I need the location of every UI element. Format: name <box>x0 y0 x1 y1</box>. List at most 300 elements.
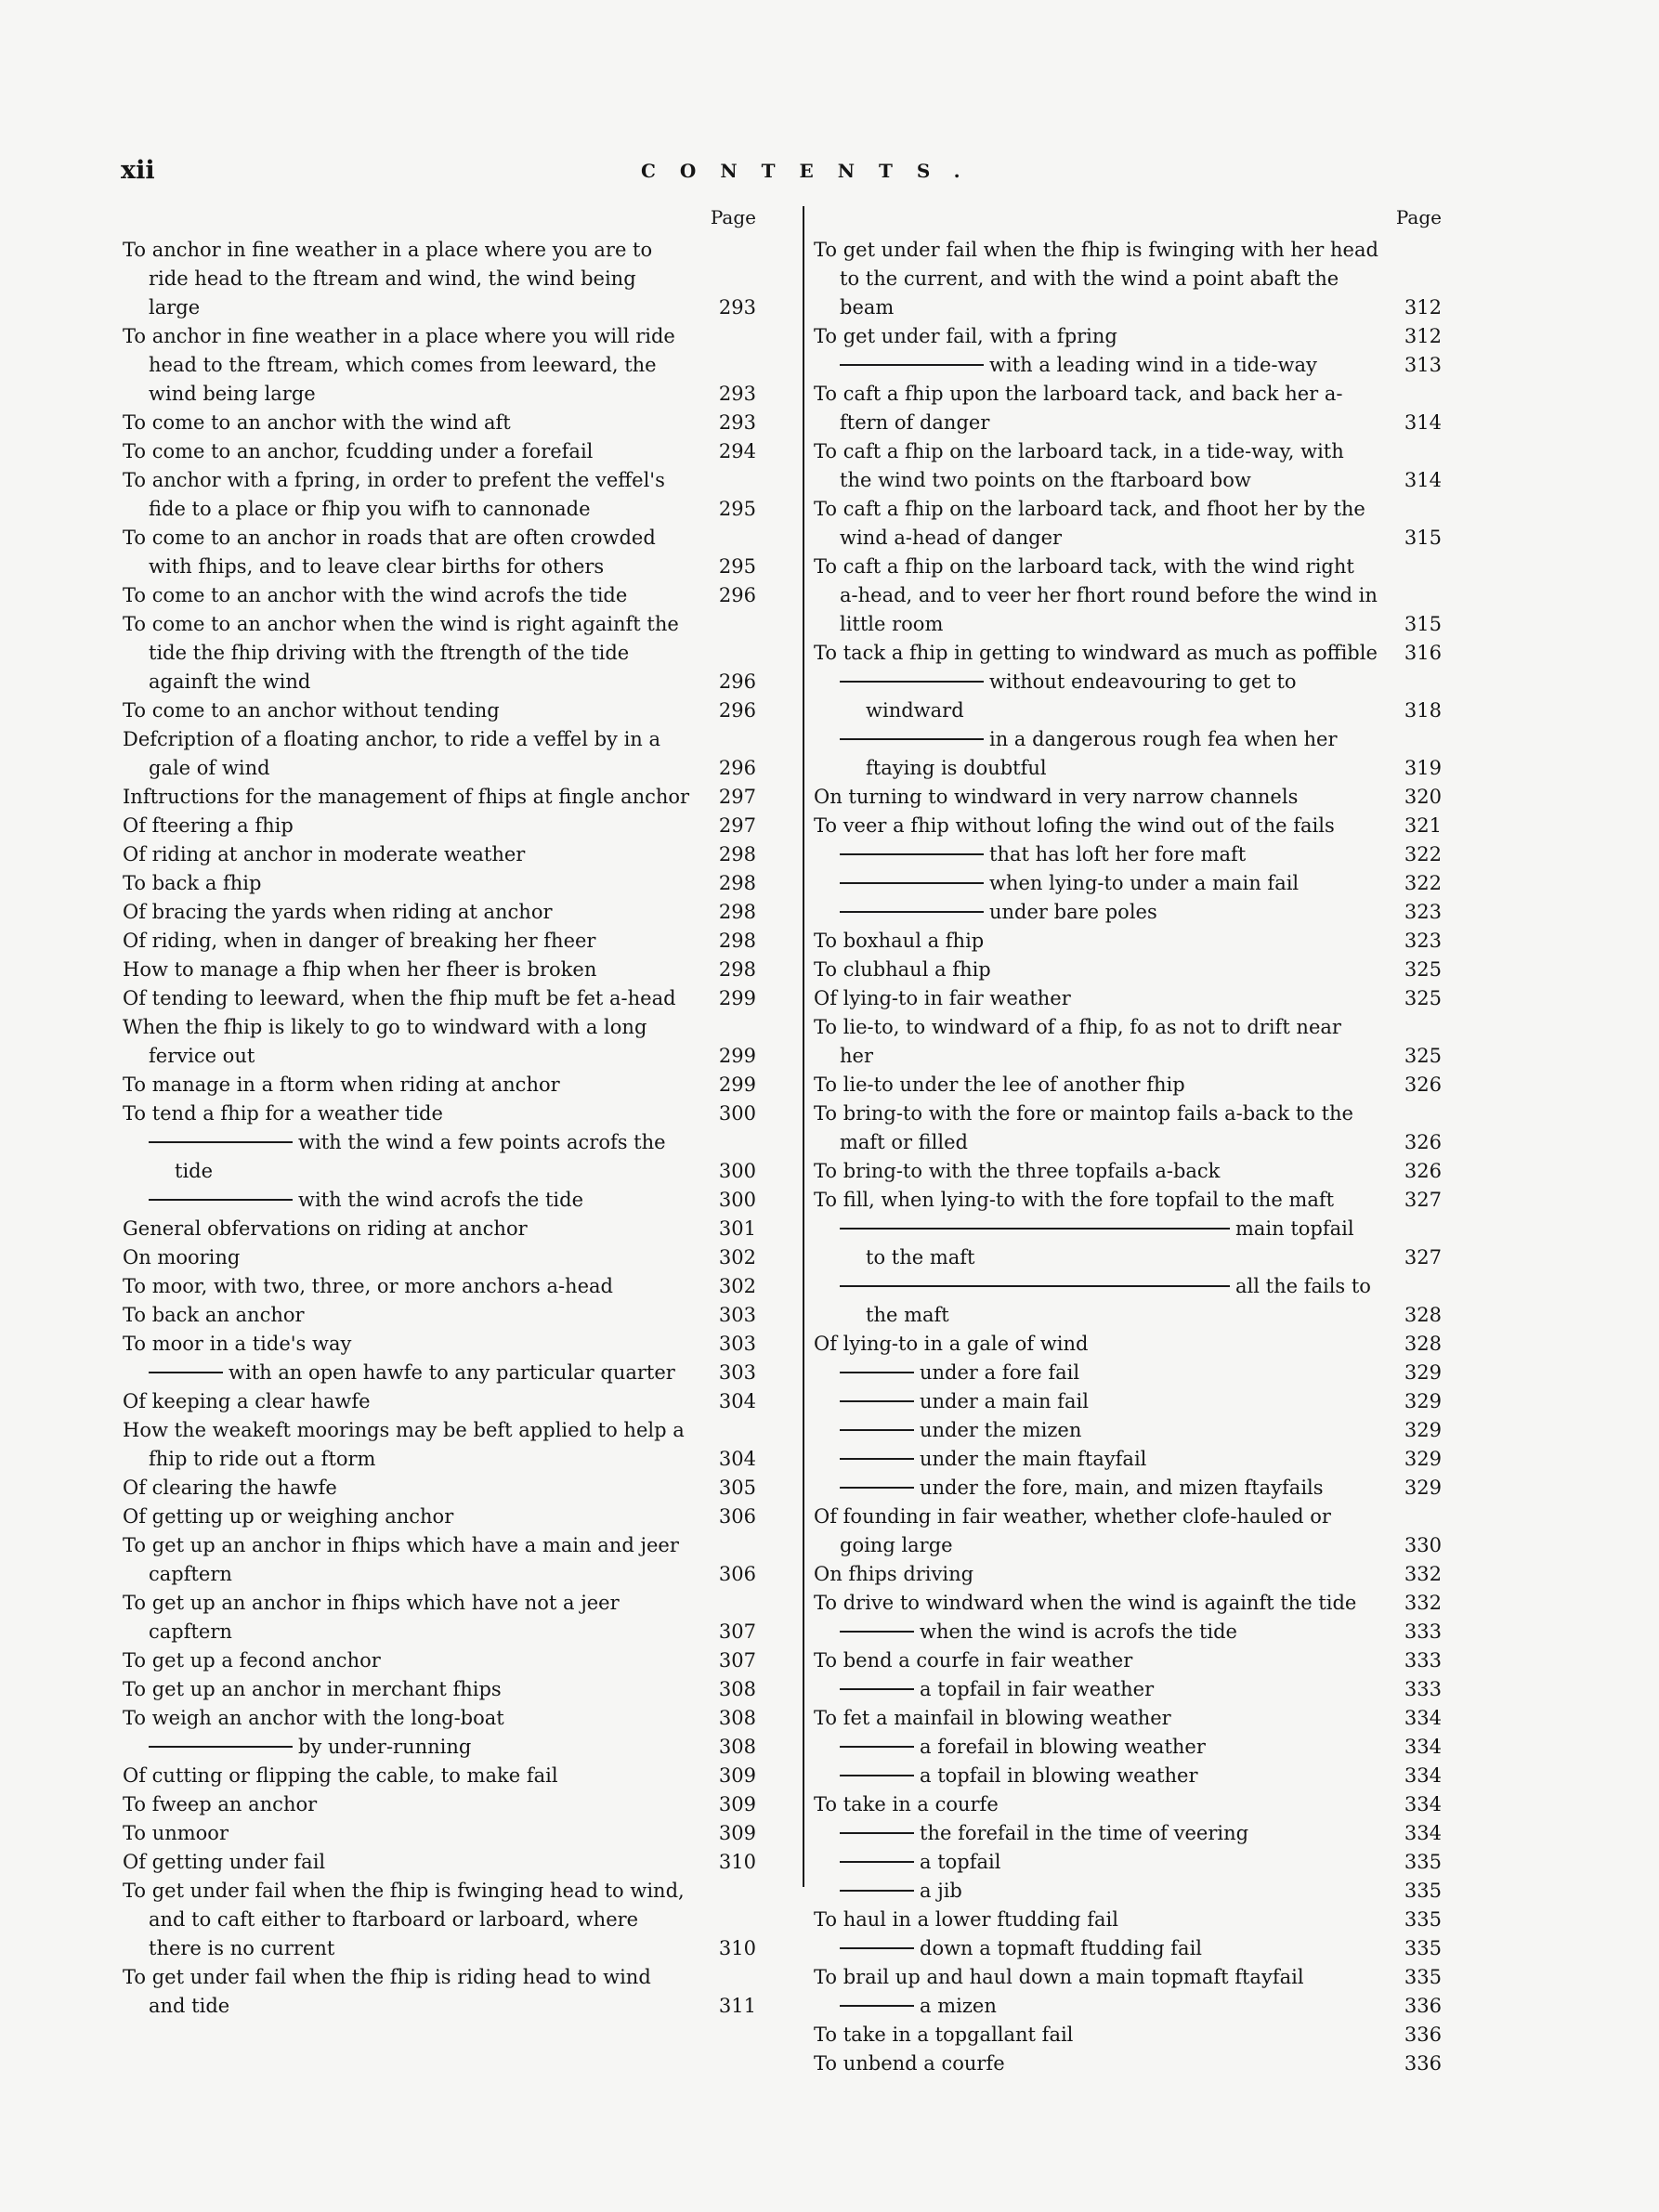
entry-title <box>814 1071 1442 1099</box>
ditto-rule <box>840 1746 914 1748</box>
entry-title <box>814 639 1442 668</box>
toc-entry <box>814 725 1442 783</box>
toc-entry <box>814 1560 1442 1589</box>
page-number: 302 <box>718 1275 756 1297</box>
toc-entry <box>814 1071 1442 1099</box>
entry-text: a mizen <box>920 1995 997 2017</box>
entry-title <box>123 581 756 610</box>
ditto-rule <box>840 1947 914 1949</box>
entry-text: To veer a fhip without lofing the wind out of the fails <box>814 814 1335 837</box>
page-number: 325 <box>1404 1045 1442 1067</box>
ditto-rule <box>840 1285 1230 1287</box>
page-number: 328 <box>1404 1333 1442 1355</box>
entry-title <box>123 1099 756 1128</box>
ditto-rule <box>840 853 984 855</box>
ditto-rule <box>840 738 984 740</box>
page-number: 322 <box>1404 872 1442 894</box>
entry-title <box>814 236 1442 322</box>
page-number: 310 <box>718 1937 756 1959</box>
page-number: 325 <box>1404 958 1442 981</box>
entry-text: Of getting under fail <box>123 1851 326 1873</box>
entry-text: To take in a courfe <box>814 1793 999 1815</box>
entry-text: Of lying-to in fair weather <box>814 987 1071 1009</box>
folio: xii <box>121 156 155 185</box>
page-column-heading <box>814 206 1442 236</box>
entry-title <box>814 1877 1442 1906</box>
entry-title <box>123 869 756 898</box>
toc-entry <box>814 1589 1442 1618</box>
ditto-rule <box>840 364 984 366</box>
toc-entry <box>814 1646 1442 1675</box>
page-number: 297 <box>718 814 756 837</box>
toc-entry <box>123 1589 756 1646</box>
page-number: 307 <box>718 1620 756 1643</box>
entry-text: To fet a mainfail in blowing weather <box>814 1707 1171 1729</box>
entry-title <box>123 1531 756 1589</box>
entry-text: that has loft her fore maft <box>989 843 1247 865</box>
page-header <box>121 156 1421 193</box>
entry-text: To caft a fhip on the larboard tack, in a tide-way, with the wind two points on the ftarboard bow <box>814 440 1344 491</box>
entry-text: To bend a courfe in fair weather <box>814 1649 1133 1672</box>
page-number: 304 <box>718 1390 756 1412</box>
toc-entry <box>814 495 1442 553</box>
entry-title <box>814 1186 1442 1215</box>
entry-title <box>814 1675 1442 1704</box>
page-number: 293 <box>718 296 756 319</box>
toc-entry <box>814 869 1442 898</box>
toc-entry <box>123 1531 756 1589</box>
toc-entry <box>123 1675 756 1704</box>
entry-text: To get under fail when the fhip is fwinging head to wind, and to caft either to ftarboard or larboard, where there is no current <box>123 1880 685 1959</box>
entry-text: How the weakeft moorings may be beft applied to help a fhip to ride out a ftorm <box>123 1419 685 1470</box>
toc-entry <box>123 1243 756 1272</box>
entry-title <box>814 1099 1442 1157</box>
page-number: 318 <box>1404 699 1442 722</box>
entry-text: a topfail in fair weather <box>920 1678 1155 1700</box>
entry-title <box>814 1157 1442 1186</box>
page-number: 303 <box>718 1361 756 1384</box>
entry-title <box>123 956 756 984</box>
toc-entry <box>123 696 756 725</box>
toc-entry <box>123 812 756 840</box>
page-number: 334 <box>1404 1736 1442 1758</box>
ditto-rule <box>149 1141 293 1143</box>
entry-text: To back an anchor <box>123 1304 305 1326</box>
entry-text: by under-running <box>298 1736 472 1758</box>
page-number: 335 <box>1404 1966 1442 1988</box>
toc-entry <box>814 1906 1442 1934</box>
page-number: 322 <box>1404 843 1442 865</box>
page-number: 329 <box>1404 1477 1442 1499</box>
entry-title <box>123 984 756 1013</box>
toc-entry <box>814 1215 1442 1272</box>
entry-text: To weigh an anchor with the long-boat <box>123 1707 504 1729</box>
entry-text: To haul in a lower ftudding fail <box>814 1908 1118 1931</box>
page-number: 307 <box>718 1649 756 1672</box>
entry-text: a jib <box>920 1880 962 1902</box>
page-number: 303 <box>718 1333 756 1355</box>
page-number: 321 <box>1404 814 1442 837</box>
right-entries <box>814 236 1442 2078</box>
ditto-rule <box>840 1487 914 1489</box>
toc-entry <box>123 437 756 466</box>
entry-text: On fhips driving <box>814 1563 974 1585</box>
entry-title <box>814 1013 1442 1071</box>
page-number: 328 <box>1404 1304 1442 1326</box>
entry-title <box>123 322 756 409</box>
page-number: 295 <box>718 555 756 578</box>
page-number: 316 <box>1404 642 1442 664</box>
page-number: 311 <box>718 1995 756 2017</box>
page-number: 302 <box>718 1246 756 1269</box>
entry-text: when lying-to under a main fail <box>989 872 1300 894</box>
page-number: 335 <box>1404 1908 1442 1931</box>
entry-text: To come to an anchor with the wind acrofs the tide <box>123 584 628 606</box>
page-number: 312 <box>1404 296 1442 319</box>
entry-title <box>123 1272 756 1301</box>
ditto-rule <box>840 1688 914 1690</box>
entry-title <box>123 1013 756 1071</box>
entry-title <box>123 1215 756 1243</box>
entry-title <box>814 1589 1442 1618</box>
entry-text: To get up an anchor in merchant fhips <box>123 1678 502 1700</box>
page-number: 296 <box>718 757 756 779</box>
entry-title <box>814 1819 1442 1848</box>
entry-title <box>814 437 1442 495</box>
entry-text: To tack a fhip in getting to windward as much as poffible <box>814 642 1378 664</box>
entry-text: under a main fail <box>920 1390 1089 1412</box>
page-number: 334 <box>1404 1822 1442 1844</box>
entry-text: Of fteering a fhip <box>123 814 294 837</box>
entry-title <box>814 956 1442 984</box>
toc-entry <box>814 668 1442 725</box>
ditto-rule <box>840 2005 914 2007</box>
toc-entry <box>814 1675 1442 1704</box>
entry-text: Of bracing the yards when riding at anchor <box>123 901 553 923</box>
entry-text: To manage in a ftorm when riding at anchor <box>123 1073 560 1096</box>
entry-text: To bring-to with the three topfails a-back <box>814 1160 1221 1182</box>
toc-entry <box>123 1071 756 1099</box>
page-number: 329 <box>1404 1390 1442 1412</box>
toc-entry <box>814 322 1442 351</box>
page-number: 308 <box>718 1707 756 1729</box>
entry-title <box>814 1445 1442 1474</box>
entry-title <box>123 1503 756 1531</box>
page-number: 309 <box>718 1793 756 1815</box>
toc-entry <box>123 1963 756 2021</box>
toc-entry <box>814 380 1442 437</box>
ditto-rule <box>840 1631 914 1633</box>
ditto-rule <box>840 882 984 884</box>
entry-title <box>123 1675 756 1704</box>
toc-entry <box>814 1762 1442 1790</box>
page-number: 334 <box>1404 1793 1442 1815</box>
toc-entry <box>814 840 1442 869</box>
entry-text: To get up an anchor in fhips which have not a jeer capftern <box>123 1592 620 1643</box>
ditto-rule <box>149 1746 293 1748</box>
entry-title <box>814 1474 1442 1503</box>
ditto-rule <box>149 1372 223 1373</box>
entry-text: with a leading wind in a tide-way <box>989 354 1317 376</box>
entry-text: To get under fail when the fhip is fwinging with her head to the current, and with the wind a point abaft the beam <box>814 239 1378 319</box>
toc-entry <box>123 409 756 437</box>
entry-text: Of lying-to in a gale of wind <box>814 1333 1089 1355</box>
entry-text: To boxhaul a fhip <box>814 930 985 952</box>
entry-title <box>123 1416 756 1474</box>
entry-title <box>123 236 756 322</box>
toc-entry <box>814 1186 1442 1215</box>
page-number: 300 <box>718 1102 756 1125</box>
page-number: 329 <box>1404 1361 1442 1384</box>
page-number: 306 <box>718 1563 756 1585</box>
toc-entry <box>814 1790 1442 1819</box>
page-number: 336 <box>1404 2023 1442 2046</box>
entry-text: with an open hawfe to any particular quarter <box>229 1361 675 1384</box>
entry-text: To caft a fhip on the larboard tack, with the wind right a-head, and to veer her fhort round before the wind in little room <box>814 555 1378 635</box>
toc-entry <box>123 1877 756 1963</box>
toc-entry <box>123 1416 756 1474</box>
page-number: 325 <box>1404 987 1442 1009</box>
toc-entry <box>123 1474 756 1503</box>
toc-entry <box>123 610 756 696</box>
entry-text: To bring-to with the fore or maintop fails a-back to the maft or filled <box>814 1102 1353 1153</box>
page-number: 335 <box>1404 1851 1442 1873</box>
toc-entry <box>814 1474 1442 1503</box>
toc-entry <box>814 1934 1442 1963</box>
entry-title <box>123 1128 756 1186</box>
entry-title <box>123 1704 756 1733</box>
entry-text: Defcription of a floating anchor, to ride a veffel by in a gale of wind <box>123 728 661 779</box>
toc-entry <box>814 1704 1442 1733</box>
entry-text: Of riding at anchor in moderate weather <box>123 843 526 865</box>
entry-text: To clubhaul a fhip <box>814 958 991 981</box>
ditto-rule <box>840 1228 1230 1230</box>
ditto-rule <box>840 1890 914 1892</box>
entry-text: under the mizen <box>920 1419 1082 1441</box>
entry-title <box>123 1762 756 1790</box>
page-number: 335 <box>1404 1937 1442 1959</box>
page-number: 313 <box>1404 354 1442 376</box>
entry-text: To get under fail when the fhip is riding head to wind and tide <box>123 1966 651 2017</box>
entry-text: To come to an anchor with the wind aft <box>123 411 511 434</box>
toc-entry <box>123 1128 756 1186</box>
page-number: 303 <box>718 1304 756 1326</box>
page-number: 294 <box>718 440 756 462</box>
page-number: 320 <box>1404 786 1442 808</box>
entry-text: How to manage a fhip when her fheer is broken <box>123 958 597 981</box>
page-label: Page <box>1395 206 1442 228</box>
toc-entry <box>123 783 756 812</box>
entry-title <box>123 1330 756 1359</box>
page-number: 309 <box>718 1822 756 1844</box>
toc-entry <box>123 1330 756 1359</box>
entry-text: when the wind is acrofs the tide <box>920 1620 1237 1643</box>
page-number: 334 <box>1404 1764 1442 1787</box>
entry-title <box>814 812 1442 840</box>
page-number: 312 <box>1404 325 1442 347</box>
entry-text: To take in a topgallant fail <box>814 2023 1074 2046</box>
toc-entry <box>123 1704 756 1733</box>
toc-entry <box>123 725 756 783</box>
toc-entry <box>123 1186 756 1215</box>
entry-title <box>123 1848 756 1877</box>
entry-title <box>814 783 1442 812</box>
entry-title <box>123 1589 756 1646</box>
entry-title <box>814 1906 1442 1934</box>
page-number: 300 <box>718 1160 756 1182</box>
entry-title <box>123 1733 756 1762</box>
toc-entry <box>123 869 756 898</box>
entry-text: When the fhip is likely to go to windward with a long fervice out <box>123 1016 647 1067</box>
page-number: 315 <box>1404 613 1442 635</box>
toc-entry <box>123 1301 756 1330</box>
entry-title <box>814 1272 1442 1330</box>
toc-entry <box>123 1272 756 1301</box>
entry-text: To lie-to under the lee of another fhip <box>814 1073 1185 1096</box>
entry-text: Of founding in fair weather, whether clofe-hauled or going large <box>814 1505 1331 1556</box>
page-number: 305 <box>718 1477 756 1499</box>
page-number: 335 <box>1404 1880 1442 1902</box>
ditto-rule <box>840 911 984 913</box>
page-number: 301 <box>718 1217 756 1240</box>
entry-title <box>814 1330 1442 1359</box>
entry-text: without endeavouring to get to windward <box>866 670 1297 722</box>
entry-text: Of clearing the hawfe <box>123 1477 337 1499</box>
page-number: 327 <box>1404 1246 1442 1269</box>
entry-title <box>814 1503 1442 1560</box>
entry-text: To come to an anchor without tending <box>123 699 500 722</box>
entry-text: To fill, when lying-to with the fore topfail to the maft <box>814 1189 1335 1211</box>
entry-title <box>814 2021 1442 2049</box>
entry-text: To tend a fhip for a weather tide <box>123 1102 443 1125</box>
entry-title <box>814 1387 1442 1416</box>
page-number: 333 <box>1404 1620 1442 1643</box>
toc-entry <box>123 984 756 1013</box>
column-divider <box>803 206 804 1887</box>
entry-text: To unmoor <box>123 1822 229 1844</box>
toc-entry <box>123 1733 756 1762</box>
entry-title <box>814 1416 1442 1445</box>
page-number: 308 <box>718 1736 756 1758</box>
toc-entry <box>123 322 756 409</box>
page-number: 299 <box>718 1045 756 1067</box>
entry-text: To unbend a courfe <box>814 2052 1005 2075</box>
entry-text: in a dangerous rough fea when her ftaying is doubtful <box>866 728 1338 779</box>
entry-text: To caft a fhip on the larboard tack, and fhoot her by the wind a-head of danger <box>814 498 1365 549</box>
entry-title <box>814 984 1442 1013</box>
entry-text: a topfail <box>920 1851 1001 1873</box>
page-number: 304 <box>718 1448 756 1470</box>
entry-title <box>814 1762 1442 1790</box>
entry-text: On turning to windward in very narrow channels <box>814 786 1299 808</box>
page-number: 326 <box>1404 1160 1442 1182</box>
entry-text: a forefail in blowing weather <box>920 1736 1206 1758</box>
left-entries <box>123 236 756 2021</box>
entry-title <box>123 524 756 581</box>
toc-entry <box>814 1445 1442 1474</box>
page-number: 314 <box>1404 411 1442 434</box>
page-number: 299 <box>718 1073 756 1096</box>
ditto-rule <box>840 1400 914 1402</box>
ditto-rule <box>840 1775 914 1776</box>
toc-entry <box>814 1503 1442 1560</box>
page-number: 327 <box>1404 1189 1442 1211</box>
ditto-rule <box>840 681 984 683</box>
entry-text: Of cutting or flipping the cable, to make fail <box>123 1764 558 1787</box>
toc-entry <box>814 927 1442 956</box>
entry-title <box>814 1790 1442 1819</box>
page-number: 297 <box>718 786 756 808</box>
entry-text: To get under fail, with a fpring <box>814 325 1117 347</box>
entry-title <box>814 495 1442 553</box>
page-number: 298 <box>718 872 756 894</box>
entry-title <box>123 1186 756 1215</box>
entry-text: To come to an anchor, fcudding under a forefail <box>123 440 594 462</box>
toc-entry <box>123 1387 756 1416</box>
page-number: 323 <box>1404 930 1442 952</box>
page-label: Page <box>710 206 756 228</box>
entry-text: main topfail to the maft <box>866 1217 1354 1269</box>
ditto-rule <box>840 1372 914 1373</box>
entry-text: To come to an anchor in roads that are often crowded with fhips, and to leave clear births for others <box>123 527 656 578</box>
entry-title <box>814 725 1442 783</box>
page-number: 296 <box>718 670 756 693</box>
entry-text: under the main ftayfail <box>920 1448 1147 1470</box>
page-number: 332 <box>1404 1592 1442 1614</box>
entry-title <box>814 1992 1442 2021</box>
toc-entry <box>814 984 1442 1013</box>
entry-text: Of keeping a clear hawfe <box>123 1390 371 1412</box>
entry-text: Inftructions for the management of fhips at fingle anchor <box>123 786 690 808</box>
entry-title <box>814 869 1442 898</box>
entry-title <box>123 1819 756 1848</box>
toc-entry <box>814 236 1442 322</box>
toc-entry <box>123 466 756 524</box>
entry-text: under the fore, main, and mizen ftayfails <box>920 1477 1324 1499</box>
toc-entry <box>814 1330 1442 1359</box>
entry-title <box>123 927 756 956</box>
toc-entry <box>814 1013 1442 1071</box>
entry-title <box>123 1301 756 1330</box>
toc-entry <box>123 1503 756 1531</box>
entry-title <box>814 351 1442 380</box>
toc-entry <box>123 524 756 581</box>
entry-title <box>123 812 756 840</box>
entry-title <box>123 898 756 927</box>
page-number: 308 <box>718 1678 756 1700</box>
ditto-rule <box>840 1861 914 1863</box>
entry-title <box>123 1877 756 1963</box>
page-number: 310 <box>718 1851 756 1873</box>
toc-entry <box>123 1646 756 1675</box>
page-number: 334 <box>1404 1707 1442 1729</box>
entry-text: To brail up and haul down a main topmaft ftayfail <box>814 1966 1304 1988</box>
ditto-rule <box>840 1832 914 1834</box>
entry-title <box>814 1560 1442 1589</box>
entry-title <box>123 696 756 725</box>
entry-text: the forefail in the time of veering <box>920 1822 1249 1844</box>
toc-entry <box>123 1099 756 1128</box>
toc-entry <box>814 1819 1442 1848</box>
page-number: 299 <box>718 987 756 1009</box>
entry-title <box>123 1790 756 1819</box>
toc-entry <box>123 236 756 322</box>
entry-text: General obfervations on riding at anchor <box>123 1217 528 1240</box>
entry-title <box>814 1704 1442 1733</box>
entry-text: To anchor with a fpring, in order to prefent the veffel's fide to a place or fhip you wifh to cannonade <box>123 469 665 520</box>
entry-title <box>123 1071 756 1099</box>
entry-title <box>123 1243 756 1272</box>
